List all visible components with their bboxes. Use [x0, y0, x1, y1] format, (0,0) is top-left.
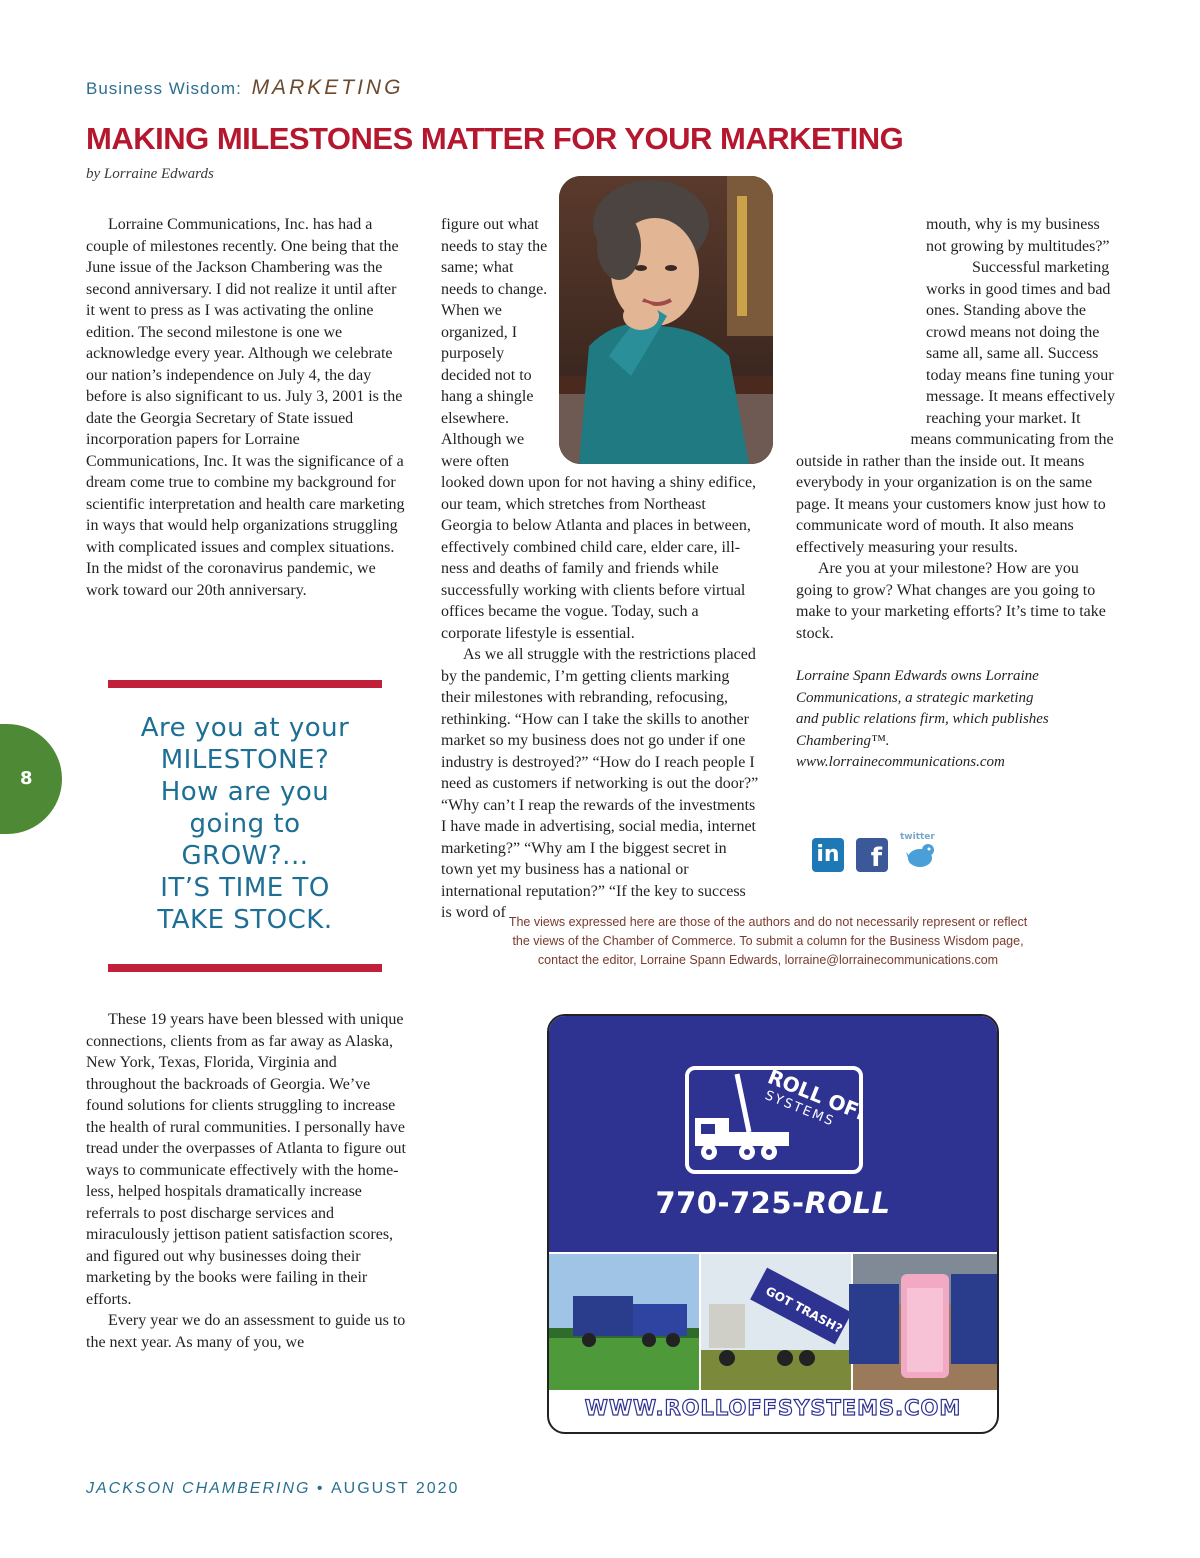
paragraph: Every year we do an assessment to guide us to the next year. As many of you, we — [86, 1312, 406, 1351]
twitter-icon[interactable] — [900, 832, 940, 872]
bio-website-link[interactable]: www.lorrainecommunications.com — [796, 754, 1005, 770]
editorial-disclaimer — [470, 913, 1066, 970]
portrait-wrap-spacer — [686, 176, 916, 426]
bio-line: Chambering™. — [796, 732, 890, 749]
footer-publication: JACKSON CHAMBERING — [86, 1480, 311, 1497]
paragraph: Are you at your milestone? How are you going to grow? What changes are you going to make to your marketing efforts? It’s time to take stock. — [796, 560, 1106, 642]
paragraph: Successful marketing works in good times and bad ones. Standing above the crowd means not doing the same all, same all. Success today means fine tuning your message. It means effectively reaching your market. It means communicating from the outside in rather than the inside out. It means everybody in your organization is on the same page. It means your customers know just how to communicate word of mouth. It also means effectively measuring your results. — [796, 259, 1115, 556]
page-footer — [86, 1480, 459, 1498]
ad-phone-number[interactable] — [549, 1186, 997, 1220]
pull-quote-line: GROW?... — [181, 841, 309, 871]
phone-suffix: ROLL — [804, 1186, 891, 1220]
page-number-tab — [0, 724, 62, 834]
ad-website-url[interactable]: WWW.ROLLOFFSYSTEMS.COM — [584, 1396, 962, 1420]
ad-photos-illustration — [549, 1254, 999, 1390]
article-byline: by Lorraine Edwards — [86, 166, 214, 182]
phone-prefix: 770-725- — [655, 1186, 805, 1220]
roll-off-logo — [685, 1066, 863, 1174]
paragraph: mouth, why is my business not growing by multitudes?” — [925, 216, 1110, 255]
linkedin-icon[interactable]: in — [812, 838, 844, 872]
article-column-1 — [86, 214, 408, 601]
logo-systems-text: SYSTEMS — [762, 1088, 837, 1130]
article-headline: MAKING MILESTONES MATTER FOR YOUR MARKETING — [86, 121, 904, 156]
ad-banner — [549, 1016, 999, 1252]
facebook-icon[interactable]: f — [856, 838, 888, 872]
roll-off-systems-advertisement[interactable] — [547, 1014, 999, 1434]
section-label — [86, 76, 403, 100]
pull-quote-line: Are you at your — [140, 713, 350, 743]
paragraph: As we all struggle with the restrictions placed by the pandemic, I’m getting clients marking their milestones with rebranding, refocusing, rethinking. “How can I take the skills to another market so my business does not go under if one industry is destroyed?” “How do I reach people I need as customers if networking is out the door?” “Why can’t I reap the rewards of the investments I have made in advertising, social media, internet marketing?” “Why am I the biggest secret in town yet my business has a national or international reputation?” “If the key to success is word of — [441, 646, 759, 921]
bio-line: and public relations firm, which publishes — [796, 711, 1049, 727]
pull-quote-text — [108, 712, 382, 936]
pull-quote-bottom-rule — [108, 964, 382, 972]
bio-line: Communications, a strategic marketing — [796, 689, 1034, 706]
logo-roll-off-text: ROLL OFF — [764, 1070, 859, 1128]
disclaimer-line: contact the editor, Lorraine Spann Edwards, lorraine@lorrainecommunications.com — [537, 953, 999, 967]
article-column-3 — [796, 214, 1116, 774]
article-column-1-continued — [86, 1009, 408, 1353]
disclaimer-line: the views of the Chamber of Commerce. To submit a column for the Business Wisdom page, — [512, 934, 1024, 948]
pull-quote-top-rule — [108, 680, 382, 688]
section-label-sub: MARKETING — [251, 76, 404, 99]
pull-quote-line: MILESTONE? — [160, 745, 330, 775]
section-label-text: Business Wisdom: — [86, 79, 242, 98]
author-bio — [796, 666, 1116, 774]
ad-photo-strip — [549, 1254, 999, 1390]
pull-quote — [108, 680, 384, 976]
twitter-label: twitter — [900, 832, 935, 842]
truck-logo-icon — [689, 1070, 859, 1170]
pull-quote-line: How are you — [160, 777, 330, 807]
social-icons — [812, 832, 940, 872]
dumpster-text: GOT TRASH? — [763, 1283, 845, 1336]
pull-quote-line: IT’S TIME TO — [160, 873, 330, 903]
footer-separator: • — [316, 1480, 325, 1497]
footer-date: AUGUST 2020 — [330, 1480, 460, 1497]
paragraph: Lorraine Communications, Inc. has had a couple of milestones recently. One being that the June issue of the Jackson Chambering was the second anniversary. I did not realize it until after it went to press as I was activating the online edition. The second milestone is one we acknowledge every year. Although we celebrate our nation’s independence on July 4, the day before is also significant to us. July 3, 2001 is the date the Georgia Secretary of State issued incorporation papers for Lorraine Communications, Inc. It was the significance of a dream come true to combine my background for scientific interpretation and health care marketing in ways that would help organizations struggling with complicated issues and complex situations. In the midst of the coronavirus pandemic, we work toward our 20th anniversary. — [86, 216, 405, 599]
paragraph: figure out what needs to stay the same; what needs to change. When we organized, I purposely decided not to hang a shingle elsewhere. Although we were often looked down upon for not having a shiny edifice, our team, which stretches from Northeast Georgia to below Atlanta and places in between, effectively combined child care, elder care, illness and deaths of family and friends while successfully working with clients before virtual offices became the vogue. Today, such a corporate lifestyle is essential. — [441, 216, 757, 642]
disclaimer-line: The views expressed here are those of the authors and do not necessarily represent or reflect — [508, 915, 1028, 929]
bio-line: Lorraine Spann Edwards owns Lorraine — [796, 668, 1039, 684]
page-number: 8 — [20, 768, 33, 789]
paragraph: These 19 years have been blessed with unique connections, clients from as far away as Alaska, New York, Texas, Florida, Virginia and throughout the backroads of Georgia. We’ve found solutions for clients struggling to increase the health of rural communities. I personally have tread under the overpasses of Atlanta to figure out ways to communicate effectively with the homeless, helped hospitals dramatically increase referrals to post discharge services and miraculously jettison patient satisfaction scores, and figured out why businesses doing their marketing by the books were failing in their efforts. — [86, 1011, 406, 1308]
pull-quote-line: TAKE STOCK. — [157, 905, 333, 935]
pull-quote-line: going to — [189, 809, 301, 839]
